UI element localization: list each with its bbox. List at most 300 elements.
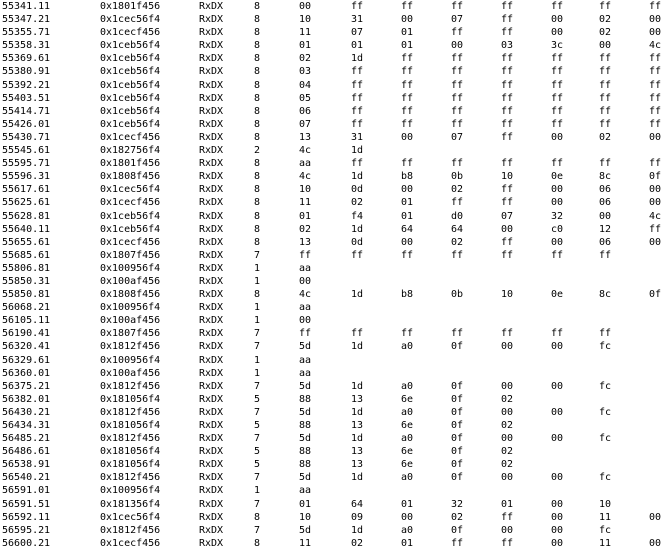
log-cell: ff <box>501 1 514 12</box>
log-cell: ff <box>599 66 612 78</box>
log-cell: 8 <box>254 53 261 65</box>
log-cell: 55426.0 <box>2 118 45 130</box>
log-cell: ff <box>599 118 612 130</box>
log-cell: 31 <box>351 131 364 143</box>
log-cell: 0x1ceb56f4 <box>100 223 161 235</box>
log-cell: ff <box>299 249 312 261</box>
log-cell: d0 <box>451 210 464 222</box>
log-cell: 1 <box>254 315 261 327</box>
log-cell: 10 <box>501 171 514 183</box>
log-cell: 0x181056f4 <box>100 393 161 405</box>
log-cell: 0x1cecf456 <box>100 537 161 549</box>
log-cell: 64 <box>351 498 364 510</box>
log-cell: RxDX <box>199 92 224 104</box>
log-cell: 0x100956f4 <box>100 485 161 497</box>
log-cell: 00 <box>551 537 564 549</box>
log-cell: 02 <box>599 27 612 39</box>
log-cell: 5d <box>299 472 312 484</box>
log-cell: RxDX <box>199 289 224 301</box>
log-cell: RxDX <box>199 223 224 235</box>
log-cell: 5d <box>299 433 312 445</box>
log-cell: 55392.2 <box>2 79 45 91</box>
log-cell: 0f <box>451 524 464 536</box>
log-cell: RxDX <box>199 433 224 445</box>
log-cell: ff <box>401 92 414 104</box>
log-cell: ff <box>451 328 464 340</box>
log-cell: RxDX <box>199 446 224 458</box>
log-cell: ff <box>351 158 364 170</box>
log-cell: 02 <box>599 14 612 26</box>
log-cell: 5 <box>254 459 261 471</box>
log-cell: 02 <box>451 236 464 248</box>
log-cell: ff <box>351 66 364 78</box>
log-cell: 00 <box>551 184 564 196</box>
log-cell: 06 <box>599 197 612 209</box>
log-cell: ff <box>551 249 564 261</box>
log-cell: ff <box>599 79 612 91</box>
log-cell: 1 <box>44 446 51 458</box>
log-cell: 0x1ceb56f4 <box>100 66 161 78</box>
log-cell: ff <box>649 92 662 104</box>
log-cell: 1d <box>351 223 364 235</box>
log-cell: 0x1ceb56f4 <box>100 92 161 104</box>
log-cell: 56591.5 <box>2 498 45 510</box>
log-cell: ff <box>451 158 464 170</box>
log-cell: ff <box>451 92 464 104</box>
log-cell: 00 <box>551 406 564 418</box>
log-row <box>0 0 669 13</box>
log-cell: ff <box>501 236 514 248</box>
log-cell: 0x1cec56f4 <box>100 14 161 26</box>
log-cell: 1 <box>254 262 261 274</box>
log-cell: ff <box>501 66 514 78</box>
log-cell: 8 <box>254 131 261 143</box>
log-cell: 8 <box>254 1 261 12</box>
log-cell: 55430.7 <box>2 131 45 143</box>
log-cell: 55595.7 <box>2 158 45 170</box>
log-cell: 56105.1 <box>2 315 45 327</box>
log-cell: 7 <box>254 472 261 484</box>
log-cell: 1 <box>44 302 51 314</box>
log-cell: 56375.2 <box>2 380 45 392</box>
log-cell: 7 <box>254 328 261 340</box>
log-cell: 00 <box>501 472 514 484</box>
log-cell: 56434.3 <box>2 420 45 431</box>
log-cell: 3c <box>551 40 564 52</box>
log-cell: RxDX <box>199 14 224 26</box>
log-row <box>0 511 669 524</box>
log-row <box>0 498 669 511</box>
log-cell: a0 <box>401 406 414 418</box>
log-cell: 0f <box>451 341 464 353</box>
log-cell: 07 <box>451 14 464 26</box>
log-cell: 00 <box>299 275 312 287</box>
log-cell: RxDX <box>199 66 224 78</box>
log-cell: 07 <box>299 118 312 130</box>
log-cell: 0x1cecf456 <box>100 131 161 143</box>
log-cell: ff <box>649 223 662 235</box>
log-cell: 1 <box>44 537 51 549</box>
log-cell: ff <box>501 184 514 196</box>
log-cell: 5d <box>299 524 312 536</box>
log-row <box>0 432 669 445</box>
log-cell: RxDX <box>199 105 224 117</box>
log-cell: 5d <box>299 380 312 392</box>
log-cell: 05 <box>299 92 312 104</box>
log-cell: 7 <box>254 498 261 510</box>
log-cell: 00 <box>501 341 514 353</box>
log-cell: 1 <box>44 485 51 497</box>
log-cell: 02 <box>451 511 464 523</box>
log-cell: 0x1808f456 <box>100 289 161 301</box>
log-cell: ff <box>351 1 364 12</box>
log-cell: RxDX <box>199 158 224 170</box>
log-cell: ff <box>501 249 514 261</box>
log-cell: 02 <box>299 223 312 235</box>
log-cell: 00 <box>649 511 662 523</box>
log-cell: 56068.2 <box>2 302 45 314</box>
log-cell: 10 <box>599 498 612 510</box>
log-cell: 0x1807f456 <box>100 328 161 340</box>
log-cell: ff <box>501 79 514 91</box>
log-cell: 1 <box>44 145 51 157</box>
log-cell: RxDX <box>199 472 224 484</box>
log-cell: ff <box>649 53 662 65</box>
log-cell: fc <box>599 406 612 418</box>
log-cell: 1 <box>44 158 51 170</box>
log-cell: 8c <box>599 171 612 183</box>
log-cell: 88 <box>299 420 312 431</box>
log-cell: 01 <box>401 210 414 222</box>
log-cell: 1 <box>44 524 51 536</box>
log-cell: 1 <box>254 275 261 287</box>
log-cell: ff <box>501 14 514 26</box>
log-cell: 00 <box>501 406 514 418</box>
log-cell: 02 <box>501 393 514 405</box>
log-cell: 13 <box>351 446 364 458</box>
log-cell: RxDX <box>199 79 224 91</box>
log-cell: 1d <box>351 406 364 418</box>
log-cell: b8 <box>401 289 414 301</box>
log-cell: 00 <box>401 236 414 248</box>
log-cell: RxDX <box>199 1 224 12</box>
log-cell: 0x1812f456 <box>100 380 161 392</box>
log-cell: 1 <box>254 485 261 497</box>
log-cell: 13 <box>351 393 364 405</box>
log-cell: 8 <box>254 223 261 235</box>
log-cell: 11 <box>599 511 612 523</box>
log-cell: 06 <box>299 105 312 117</box>
log-cell: RxDX <box>199 459 224 471</box>
log-cell: 02 <box>451 184 464 196</box>
log-cell: ff <box>451 66 464 78</box>
log-cell: 01 <box>401 197 414 209</box>
log-cell: 1 <box>44 367 51 379</box>
log-cell: 8 <box>254 184 261 196</box>
log-cell: ff <box>551 53 564 65</box>
log-cell: RxDX <box>199 485 224 497</box>
log-cell: 00 <box>551 27 564 39</box>
log-cell: 5d <box>299 406 312 418</box>
log-cell: fc <box>599 433 612 445</box>
log-cell: 00 <box>649 236 662 248</box>
log-cell: 00 <box>551 511 564 523</box>
log-cell: 0b <box>451 289 464 301</box>
log-cell: 02 <box>501 420 514 431</box>
log-cell: RxDX <box>199 354 224 366</box>
log-cell: 10 <box>299 14 312 26</box>
log-cell: ff <box>501 131 514 143</box>
log-cell: ff <box>649 118 662 130</box>
log-cell: 1 <box>44 354 51 366</box>
log-cell: 1 <box>44 341 51 353</box>
log-row <box>0 144 669 157</box>
log-row <box>0 458 669 471</box>
log-cell: 1d <box>351 524 364 536</box>
log-cell: fc <box>599 524 612 536</box>
log-cell: ff <box>299 328 312 340</box>
log-row <box>0 13 669 26</box>
log-row <box>0 367 669 380</box>
log-cell: 1 <box>44 1 51 12</box>
log-cell: 7 <box>254 524 261 536</box>
log-cell: 5d <box>299 341 312 353</box>
log-cell: aa <box>299 354 312 366</box>
log-cell: RxDX <box>199 498 224 510</box>
log-row <box>0 210 669 223</box>
log-cell: ff <box>401 158 414 170</box>
log-cell: 13 <box>299 131 312 143</box>
log-cell: 55347.2 <box>2 14 45 26</box>
log-cell: 56538.9 <box>2 459 45 471</box>
log-cell: RxDX <box>199 118 224 130</box>
log-cell: ff <box>501 158 514 170</box>
log-row <box>0 380 669 393</box>
log-cell: ff <box>551 118 564 130</box>
log-cell: 55625.6 <box>2 197 45 209</box>
log-cell: ff <box>501 92 514 104</box>
log-cell: 0x181056f4 <box>100 459 161 471</box>
log-cell: 0f <box>451 420 464 431</box>
log-cell: 88 <box>299 446 312 458</box>
log-cell: aa <box>299 485 312 497</box>
log-cell: ff <box>451 197 464 209</box>
log-cell: 1 <box>44 236 51 248</box>
log-row <box>0 131 669 144</box>
log-cell: 8 <box>254 40 261 52</box>
log-cell: 06 <box>599 236 612 248</box>
log-cell: ff <box>551 1 564 12</box>
log-cell: 56329.6 <box>2 354 45 366</box>
log-cell: 0f <box>451 380 464 392</box>
log-cell: a0 <box>401 380 414 392</box>
log-cell: a0 <box>401 472 414 484</box>
log-cell: RxDX <box>199 341 224 353</box>
log-cell: 07 <box>451 131 464 143</box>
log-cell: 0f <box>451 433 464 445</box>
log-cell: 55617.6 <box>2 184 45 196</box>
log-row <box>0 79 669 92</box>
log-cell: 1d <box>351 289 364 301</box>
log-cell: 0x1808f456 <box>100 171 161 183</box>
log-cell: 00 <box>501 380 514 392</box>
log-cell: 6e <box>401 393 414 405</box>
log-cell: 8 <box>254 105 261 117</box>
log-cell: RxDX <box>199 210 224 222</box>
log-cell: 0x1ceb56f4 <box>100 105 161 117</box>
log-cell: 01 <box>351 40 364 52</box>
log-cell: 01 <box>401 537 414 549</box>
log-cell: 1 <box>44 275 51 287</box>
log-row <box>0 406 669 419</box>
log-cell: 55850.3 <box>2 275 45 287</box>
log-row <box>0 196 669 209</box>
log-cell: ff <box>451 105 464 117</box>
log-cell: 0x181056f4 <box>100 420 161 431</box>
log-row <box>0 157 669 170</box>
log-cell: 8 <box>254 197 261 209</box>
log-cell: 1 <box>44 105 51 117</box>
log-cell: RxDX <box>199 262 224 274</box>
log-cell: ff <box>401 79 414 91</box>
log-row <box>0 223 669 236</box>
log-cell: RxDX <box>199 40 224 52</box>
log-cell: 0e <box>551 289 564 301</box>
log-cell: 55806.8 <box>2 262 45 274</box>
log-cell: 10 <box>299 184 312 196</box>
log-cell: 01 <box>401 40 414 52</box>
log-row <box>0 39 669 52</box>
log-row <box>0 249 669 262</box>
log-cell: 1 <box>254 302 261 314</box>
log-cell: 0b <box>451 171 464 183</box>
log-cell: 55685.6 <box>2 249 45 261</box>
log-cell: 56190.4 <box>2 328 45 340</box>
log-cell: RxDX <box>199 27 224 39</box>
log-cell: 01 <box>401 498 414 510</box>
log-cell: 1d <box>351 53 364 65</box>
log-cell: 1 <box>44 459 51 471</box>
log-cell: 03 <box>501 40 514 52</box>
log-cell: 0x1812f456 <box>100 433 161 445</box>
log-cell: ff <box>599 249 612 261</box>
log-cell: 8 <box>254 92 261 104</box>
log-cell: 10 <box>501 289 514 301</box>
log-cell: 5 <box>254 446 261 458</box>
log-cell: 0x1ceb56f4 <box>100 118 161 130</box>
log-cell: 1 <box>44 380 51 392</box>
log-cell: ff <box>551 92 564 104</box>
log-cell: fc <box>599 472 612 484</box>
log-cell: 8 <box>254 171 261 183</box>
log-cell: 1 <box>44 53 51 65</box>
log-cell: 4c <box>299 145 312 157</box>
log-cell: 1 <box>44 171 51 183</box>
log-cell: ff <box>551 79 564 91</box>
log-cell: 55414.7 <box>2 105 45 117</box>
log-cell: 00 <box>501 433 514 445</box>
log-cell: 0f <box>649 289 662 301</box>
log-cell: 00 <box>551 14 564 26</box>
log-cell: 12 <box>599 223 612 235</box>
log-cell: 8 <box>254 118 261 130</box>
log-cell: 56591.0 <box>2 485 45 497</box>
log-cell: 0x100956f4 <box>100 262 161 274</box>
log-cell: 07 <box>501 210 514 222</box>
log-cell: aa <box>299 262 312 274</box>
log-cell: 01 <box>299 40 312 52</box>
log-cell: 7 <box>254 249 261 261</box>
log-cell: 32 <box>451 498 464 510</box>
log-row <box>0 288 669 301</box>
log-row <box>0 183 669 196</box>
log-cell: 0x100956f4 <box>100 354 161 366</box>
log-cell: 55341.1 <box>2 1 45 12</box>
log-cell: 00 <box>551 498 564 510</box>
log-row <box>0 524 669 537</box>
log-cell: 00 <box>551 524 564 536</box>
log-cell: c0 <box>551 223 564 235</box>
log-cell: 1 <box>44 184 51 196</box>
log-cell: 0x1ceb56f4 <box>100 79 161 91</box>
log-cell: 64 <box>401 223 414 235</box>
log-cell: 0x1801f456 <box>100 158 161 170</box>
log-cell: 0f <box>451 472 464 484</box>
log-cell: 56430.2 <box>2 406 45 418</box>
log-cell: ff <box>551 328 564 340</box>
log-cell: 00 <box>649 131 662 143</box>
log-cell: ff <box>649 158 662 170</box>
log-cell: 0f <box>451 393 464 405</box>
log-cell: RxDX <box>199 420 224 431</box>
log-cell: aa <box>299 302 312 314</box>
log-cell: 03 <box>299 66 312 78</box>
log-cell: 1 <box>44 315 51 327</box>
log-cell: a0 <box>401 524 414 536</box>
log-cell: 1d <box>351 145 364 157</box>
log-cell: 1 <box>44 223 51 235</box>
log-cell: RxDX <box>199 249 224 261</box>
log-cell: 00 <box>599 40 612 52</box>
log-cell: ff <box>599 105 612 117</box>
log-cell: RxDX <box>199 236 224 248</box>
log-cell: 8 <box>254 158 261 170</box>
log-cell: 00 <box>551 131 564 143</box>
log-cell: 11 <box>599 537 612 549</box>
log-cell: 2 <box>254 145 261 157</box>
log-cell: ff <box>351 105 364 117</box>
log-cell: 10 <box>299 511 312 523</box>
log-cell: ff <box>401 53 414 65</box>
log-cell: 02 <box>351 197 364 209</box>
log-cell: 55655.6 <box>2 236 45 248</box>
log-cell: 11 <box>299 537 312 549</box>
log-cell: 56592.1 <box>2 511 45 523</box>
log-cell: 56600.2 <box>2 537 45 549</box>
log-cell: RxDX <box>199 302 224 314</box>
log-cell: 04 <box>299 79 312 91</box>
log-cell: 13 <box>351 420 364 431</box>
log-cell: 5 <box>254 393 261 405</box>
log-row <box>0 262 669 275</box>
log-cell: 00 <box>299 315 312 327</box>
log-cell: ff <box>451 249 464 261</box>
log-cell: 56486.6 <box>2 446 45 458</box>
log-cell: ff <box>551 105 564 117</box>
log-cell: 0x100af456 <box>100 315 161 327</box>
log-cell: 56320.4 <box>2 341 45 353</box>
log-cell: 8c <box>599 289 612 301</box>
